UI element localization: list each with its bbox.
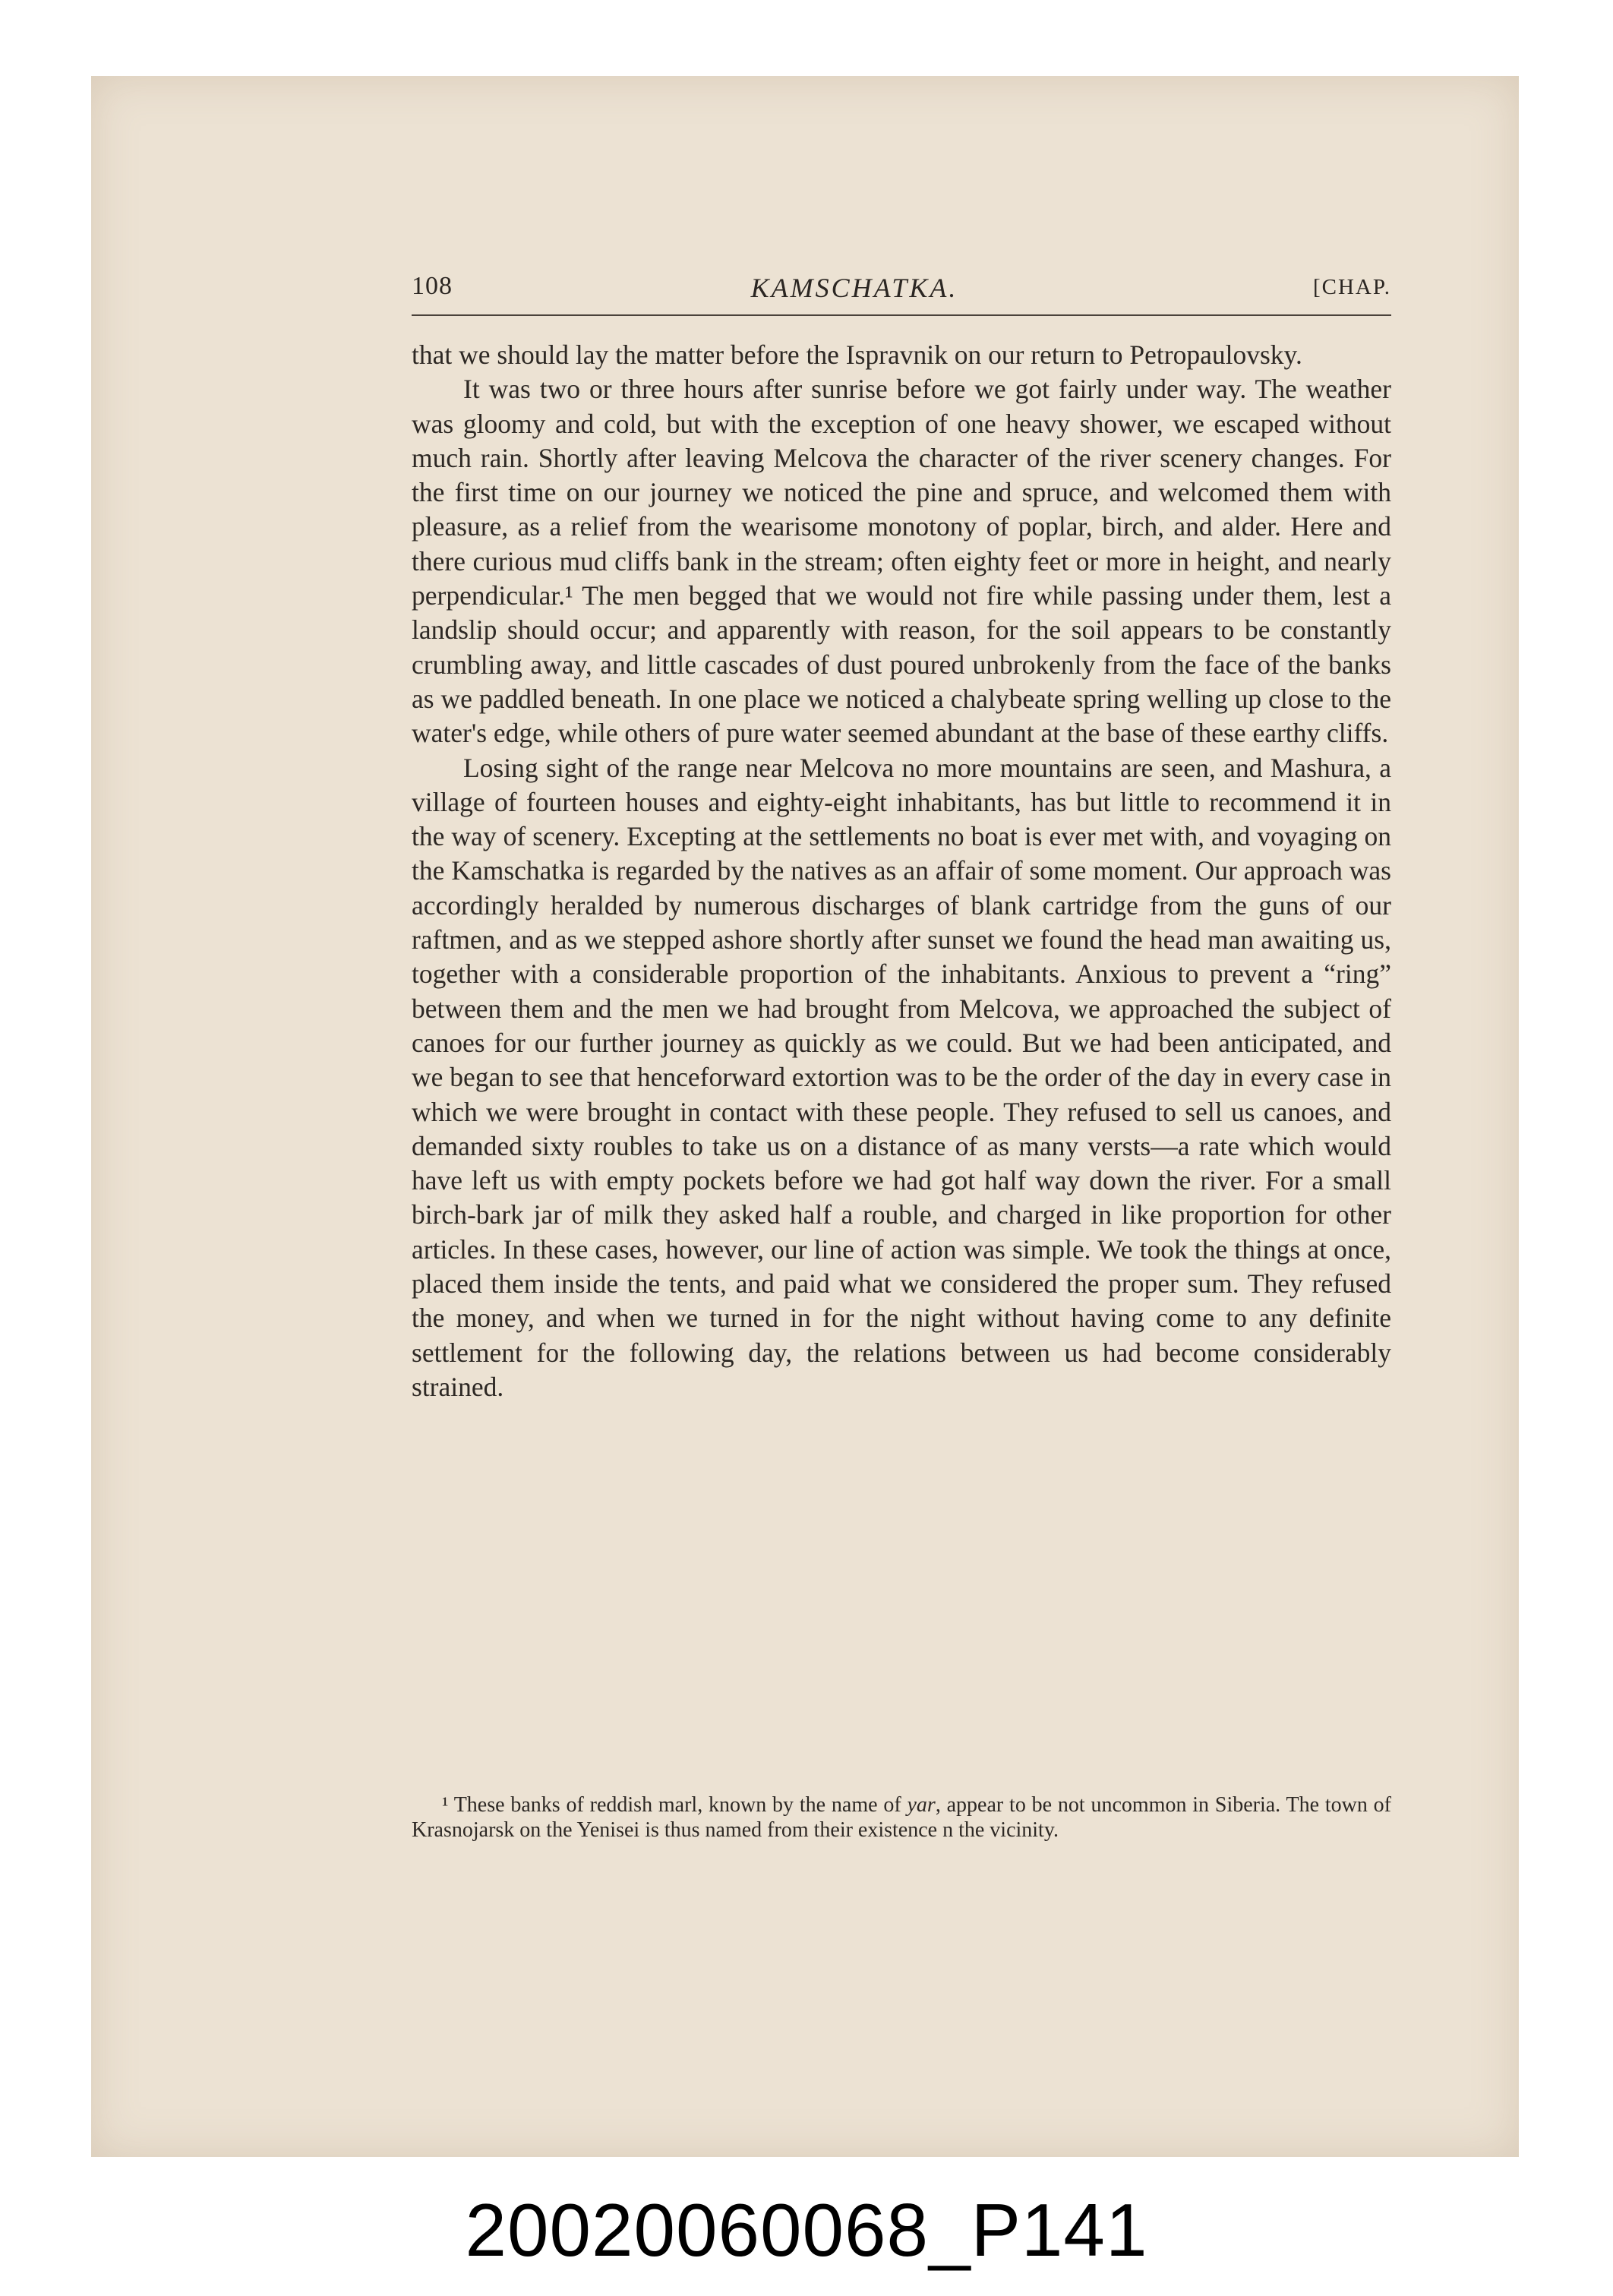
footnote-tail: , appear to be not uncommon in Siberia. The town of Krasnojarsk on the Yenisei is thus named from their existence n the vicinity. [412, 1793, 1391, 1842]
header-rule [412, 314, 1391, 316]
footnote-term: yar [907, 1793, 936, 1817]
page-header [317, 258, 1391, 304]
image-id-caption: 20020060068_P141 [465, 2188, 1148, 2272]
paragraph: It was two or three hours after sunrise before we got fairly under way. The weather was gloomy and cold, but with the exception of one heavy shower, we escaped without much rain. Shortly after leaving Melcova the character of the river scenery changes. For the first time on our journey we noticed the pine and spruce, and welcomed them with pleasure, as a relief from the wearisome monotony of poplar, birch, and alder. Here and there curious mud cliffs bank in the stream; often eighty feet or more in height, and nearly perpendicular.¹ The men begged that we would not fire while passing under them, lest a landslip should occur; and apparently with reason, for the soil appears to be constantly crumbling away, and little cascades of dust poured unbrokenly from the face of the banks as we paddled beneath. In one place we noticed a chalybeate spring welling up close to the water's edge, while others of pure water seemed abundant at the base of these earthy cliffs. [412, 374, 1391, 749]
footnote-lead: ¹ These banks of reddish marl, known by the name of [442, 1793, 908, 1817]
footnote [412, 1792, 1391, 1843]
paragraph: Losing sight of the range near Melcova no more mountains are seen, and Mashura, a village of fourteen houses and eighty-eight inhabitants, has but little to recommend it in the way of scenery. Excepting at the settlements no boat is ever met with, and voyaging on the Kamschatka is regarded by the natives as an affair of some moment. Our approach was accordingly heralded by numerous discharges of blank cartridge from the guns of our raftmen, and as we stepped ashore shortly after sunset we found the head man awaiting us, together with a considerable proportion of the inhabitants. Anxious to prevent a “ring” between them and the men we had brought from Melcova, we approached the subject of canoes for our further journey as quickly as we could. But we had been anticipated, and we began to see that henceforward extortion was to be the order of the day in every case in which we were brought in contact with these people. They refused to sell us canoes, and demanded sixty roubles to take us on a distance of as many versts—a rate which would have left us with empty pockets before we had got half way down the river. For a small birch-bark jar of milk they asked half a rouble, and charged in like proportion for other articles. In these cases, however, our line of action was simple. We took the things at once, placed them inside the tents, and paid what we considered the proper sum. They refused the money, and when we turned in for the night without having come to any definite settlement for the following day, the relations between us had become considerably strained. [412, 752, 1391, 1402]
page-number: 108 [412, 272, 453, 300]
paragraph: that we should lay the matter before the Ispravnik on our return to Petropaulovsky. [412, 340, 1302, 370]
body-text [412, 338, 1391, 1404]
chapter-mark: [CHAP. [1312, 275, 1391, 299]
running-title: KAMSCHATKA. [750, 273, 958, 303]
